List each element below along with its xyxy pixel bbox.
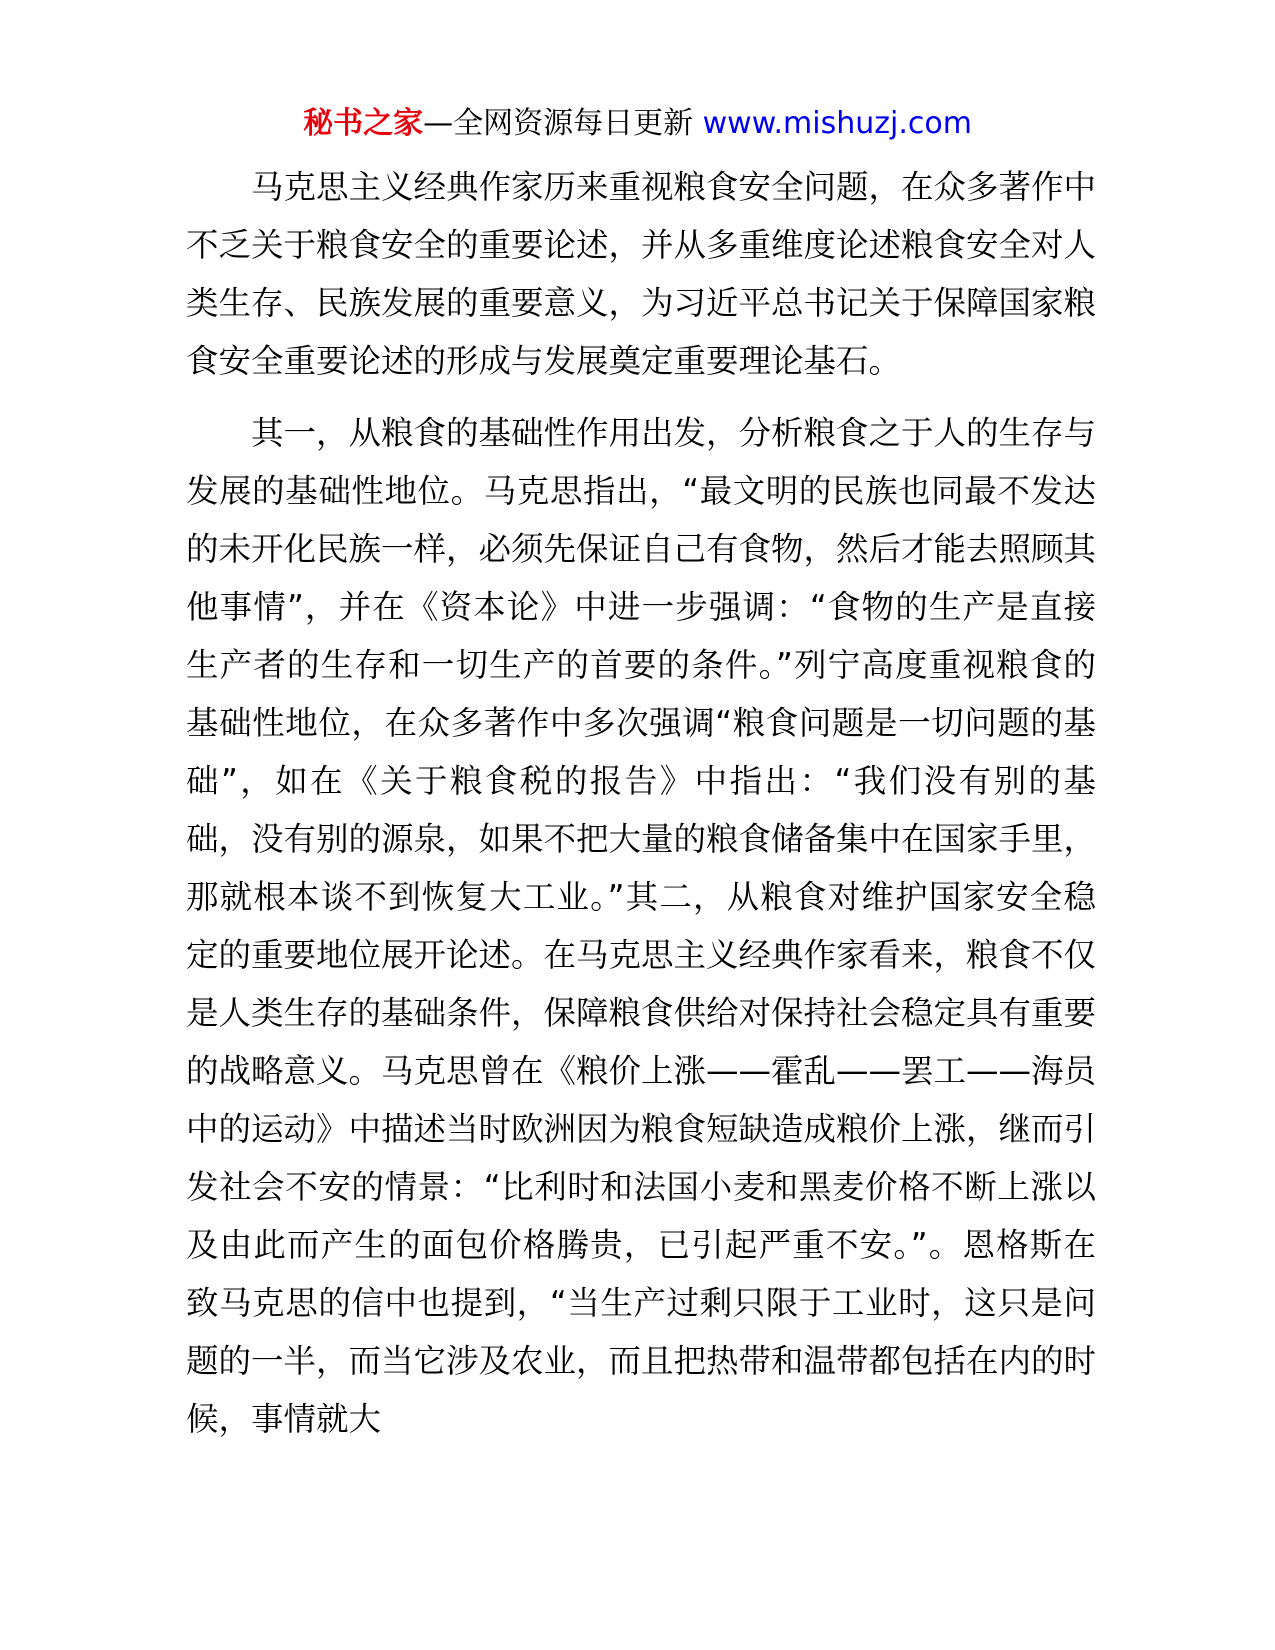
website-link[interactable]: www.mishuzj.com [702,106,972,141]
header-tagline: —全网资源每日更新 [423,106,694,141]
paragraph-intro: 马克思主义经典作家历来重视粮食安全问题，在众多著作中不乏关于粮食安全的重要论述，并从多重维度论述粮食安全对人类生存、民族发展的重要意义，为习近平总书记关于保障国家粮食安全重要论述的形成与发展奠定重要理论基石。 [186,168,1097,380]
brand-name: 秘书之家 [303,106,424,141]
paragraph-main: 其一，从粮食的基础性作用出发，分析粮食之于人的生存与发展的基础性地位。马克思指出，“最文明的民族也同最不发达的未开化民族一样，必须先保证自己有食物，然后才能去照顾其他事情”，并在《资本论》中进一步强调：“食物的生产是直接生产者的生存和一切生产的首要的条件。”列宁高度重视粮食的基础性地位，在众多著作中多次强调“粮食问题是一切问题的基础”，如在《关于粮食税的报告》中指出：“我们没有别的基础，没有别的源泉，如果不把大量的粮食储备集中在国家手里，那就根本谈不到恢复大工业。”其二，从粮食对维护国家安全稳定的重要地位展开论述。在马克思主义经典作家看来，粮食不仅是人类生存的基础条件，保障粮食供给对保持社会稳定具有重要的战略意义。马克思曾在《粮价上涨——霍乱——罢工——海员中的运动》中描述当时欧洲因为粮食短缺造成粮价上涨，继而引发社会不安的情景：“比利时和法国小麦和黑麦价格不断上涨以及由此而产生的面包价格腾贵，已引起严重不安。”。恩格斯在致马克思的信中也提到，“当生产过剩只限于工业时，这只是问题的一半，而当它涉及农业，而且把热带和温带都包括在内的时候，事情就大 [186,414,1097,1438]
page-header [0,104,1275,144]
document-body [186,158,1096,1448]
